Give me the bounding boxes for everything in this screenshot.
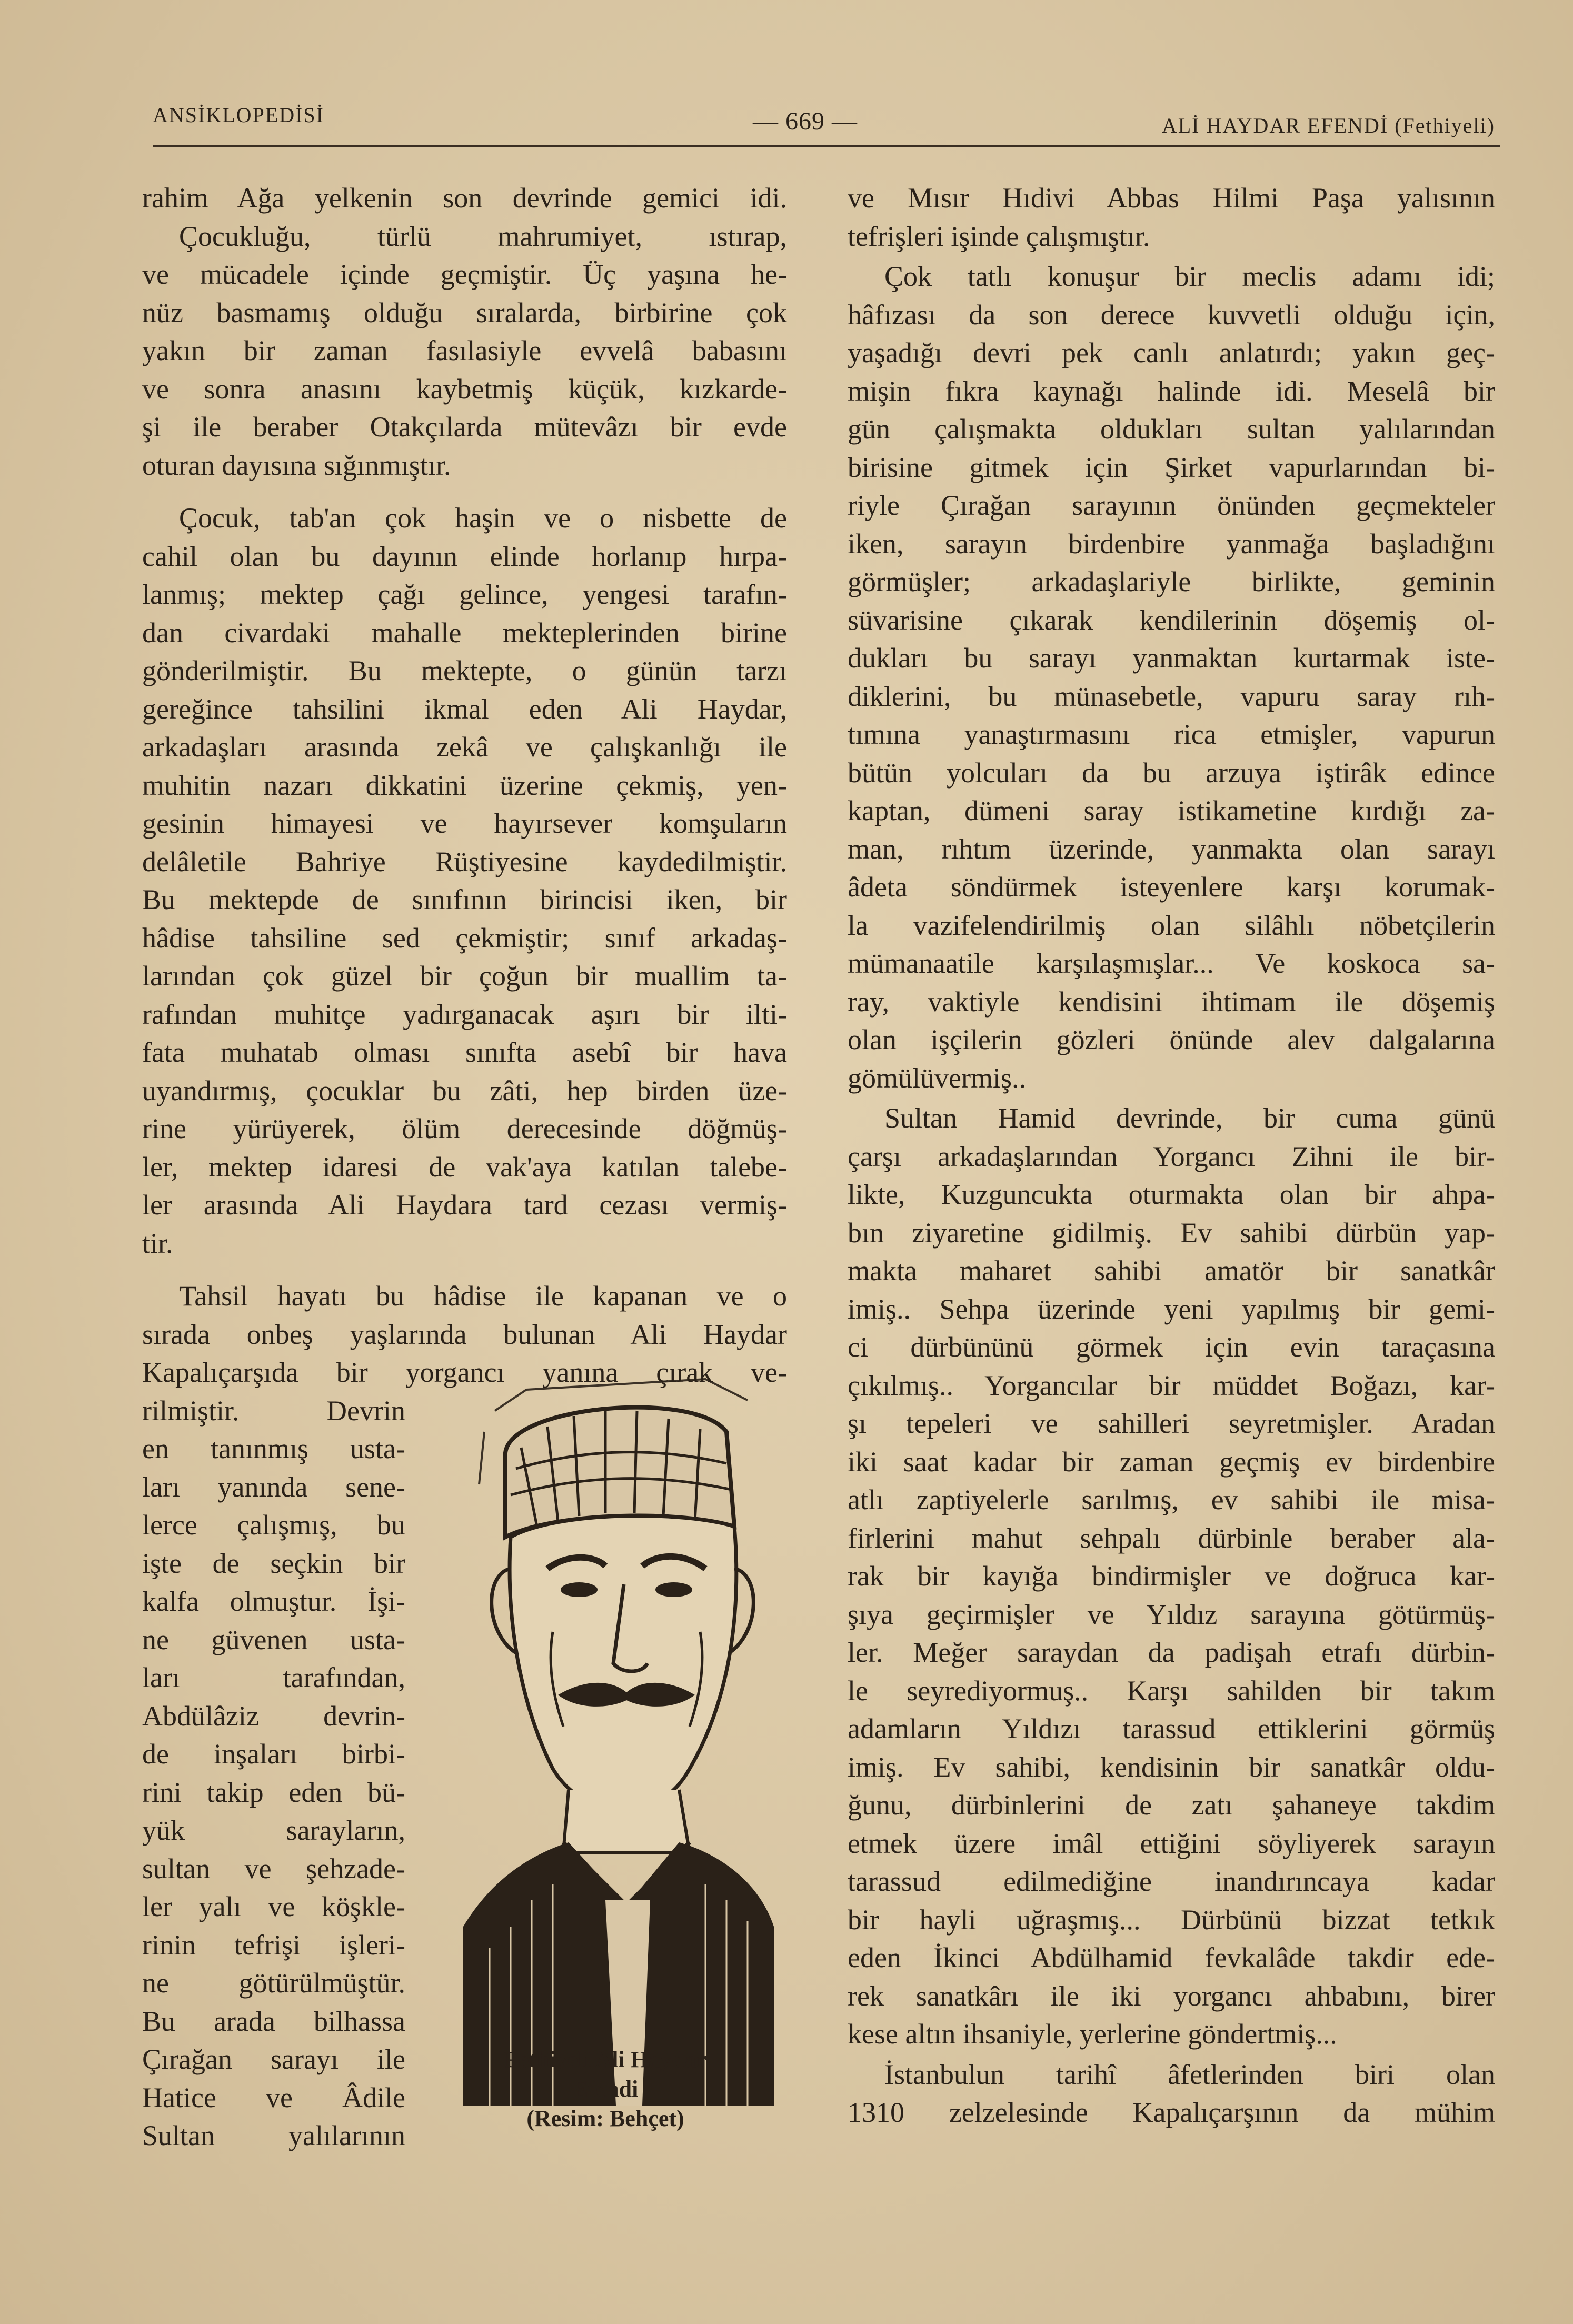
text-line: ğunu, dürbinlerini de zatı şahaneye takdim xyxy=(848,1789,1495,1821)
text-line: lanmış; mektep çağı gelince, yengesi tarafın- xyxy=(142,578,787,610)
text-line: rinin tefrişi işleri- xyxy=(142,1929,405,1961)
page-number: — 669 — xyxy=(753,107,858,135)
text-line: likte, Kuzguncukta oturmakta olan bir ahpa- xyxy=(848,1179,1495,1210)
text-line: tefrişleri işinde çalışmıştır. xyxy=(848,220,1150,252)
text-line: la vazifelendirilmiş olan silâhlı nöbetçilerin xyxy=(848,909,1495,941)
caption-line-1: Fethiyeli Ali Haydar xyxy=(504,2047,706,2072)
text-line: âdeta söndürmek isteyenlere karşı korumak- xyxy=(848,871,1495,903)
text-line: görmüşler; arkadaşlariyle birlikte, geminin xyxy=(848,566,1495,597)
text-line: diklerini, bu münasebetle, vapuru saray rıh- xyxy=(848,680,1495,712)
text-line: çıkılmış.. Yorgancılar bir müddet Boğazı, kar- xyxy=(848,1369,1495,1401)
text-line: hâfızası da son derece kuvvetli olduğu için, xyxy=(848,298,1495,331)
text-line: kalfa olmuştur. İşi- xyxy=(142,1585,405,1617)
text-line: ne götürülmüştür. xyxy=(142,1967,405,1999)
text-line: oturan dayısına sığınmıştır. xyxy=(142,449,451,481)
text-line: ne güvenen usta- xyxy=(142,1623,405,1655)
text-line: rine yürüyerek, ölüm derecesinde döğmüş- xyxy=(142,1113,787,1144)
text-line: rini takip eden bü- xyxy=(142,1776,405,1808)
text-line: bir hayli uğraşmış... Dürbünü bizzat tetkık xyxy=(848,1903,1495,1936)
text-line: arkadaşları arasında zekâ ve çalışkanlığı ile xyxy=(142,731,787,763)
text-line: gün çalışmakta oldukları sultan yalılarından xyxy=(848,413,1495,445)
text-line: gönderilmiştir. Bu mektepte, o günün tarzı xyxy=(142,655,787,686)
text-line: tarassud edilmediğine inandırıncaya kadar xyxy=(848,1866,1495,1897)
text-line: Sultan Hamid devrinde, bir cuma günü xyxy=(884,1102,1495,1134)
text-line: yük sarayların, xyxy=(142,1814,405,1846)
text-line: işte de seçkin bir xyxy=(142,1547,405,1579)
text-line: Bu mektepde de sınıfının birincisi iken, bir xyxy=(142,884,787,915)
text-line: çarşı arkadaşlarından Yorgancı Zihni ile bir- xyxy=(848,1140,1495,1172)
text-line: le seyrediyormuş.. Karşı sahilden bir takım xyxy=(848,1674,1495,1707)
text-line: olan işçilerin gözleri önünde alev dalgalarına xyxy=(848,1024,1495,1055)
text-line: rak bir kayığa bindirmişler ve doğruca kar- xyxy=(848,1560,1495,1592)
text-line: Çırağan sarayı ile xyxy=(142,2043,405,2075)
text-line: ci dürbününü görmek için evin taraçasına xyxy=(848,1331,1495,1363)
text-line: makta maharet sahibi amatör bir sanatkâr xyxy=(848,1255,1495,1286)
text-line: uyandırmış, çocuklar bu zâti, hep birden üze- xyxy=(142,1074,787,1106)
text-line: rek sanatkârı ile iki yorgancı ahbabını, birer xyxy=(848,1980,1495,2012)
portrait-caption xyxy=(442,2045,769,2133)
text-line: rafından muhitçe yadırganacak aşırı bir ilti- xyxy=(142,998,787,1030)
text-line: Çocuk, tab'an çok haşin ve o nisbette de xyxy=(179,502,787,534)
caption-line-3: (Resim: Behçet) xyxy=(526,2106,684,2131)
text-line: ler, mektep idaresi de vak'aya katılan talebe- xyxy=(142,1151,787,1183)
text-line: tir. xyxy=(142,1227,173,1259)
text-line: birisine gitmek için Şirket vapurlarından bi- xyxy=(848,451,1495,483)
text-line: Abdülâziz devrin- xyxy=(142,1700,405,1732)
text-line: Kapalıçarşıda bir yorgancı yanına çırak ve- xyxy=(142,1357,787,1388)
right-column xyxy=(848,179,1495,2132)
text-line: dan civardaki mahalle mekteplerinden birine xyxy=(142,616,787,649)
text-line: ları yanında sene- xyxy=(142,1471,405,1503)
text-line: gesinin himayesi ve hayırsever komşuların xyxy=(142,807,787,839)
text-line: süvarisine çıkarak kendilerinin döşemiş ol- xyxy=(848,604,1495,636)
text-line: lerce çalışmış, bu xyxy=(142,1509,405,1541)
text-line: Bu arada bilhassa xyxy=(142,2005,405,2037)
text-line: bın ziyaretine gidilmiş. Ev sahibi dürbün yap- xyxy=(848,1216,1495,1249)
portrait-illustration xyxy=(432,1369,779,2106)
text-line: sultan ve şehzade- xyxy=(142,1852,405,1884)
text-line: imiş.. Sehpa üzerinde yeni yapılmış bir gemi- xyxy=(848,1293,1495,1325)
text-line: ları tarafından, xyxy=(142,1662,405,1693)
text-line: adamların Yıldızı tarassud ettiklerini görmüş xyxy=(848,1713,1495,1744)
text-line: fata muhatab olması sınıfta asebî bir hava xyxy=(142,1036,787,1068)
running-header xyxy=(153,92,1495,139)
text-line: ler arasında Ali Haydara tard cezası vermiş- xyxy=(142,1189,787,1221)
text-line: riyle Çırağan sarayının önünden geçmekteler xyxy=(848,490,1495,521)
text-line: Hatice ve Âdile xyxy=(142,2081,405,2113)
text-line: şı tepeleri ve sahilleri seyretmişler. Aradan xyxy=(848,1408,1495,1439)
text-line: etmek üzere imâl ettiğini söyliyerek sarayın xyxy=(848,1827,1495,1859)
text-line: İstanbulun tarihî âfetlerinden biri olan xyxy=(884,2058,1495,2090)
text-line: bütün yolcuları da bu arzuya iştirâk edince xyxy=(848,756,1495,789)
text-line: ve sonra anasını kaybetmiş küçük, kızkarde- xyxy=(142,373,787,405)
text-line: yakın bir zaman fasılasiyle evvelâ babasını xyxy=(142,335,787,366)
text-line: rilmiştir. Devrin xyxy=(142,1394,405,1427)
text-line: atlı zaptiyelerle sarılmış, ev sahibi ile misa- xyxy=(848,1484,1495,1515)
paragraph-gap xyxy=(142,484,787,499)
text-line: iken, sarayın birdenbire yanmağa başladığını xyxy=(848,527,1495,560)
text-line: hâdise tahsiline sed çekmiştir; sınıf arkadaş- xyxy=(142,922,787,954)
text-line: delâletile Bahriye Rüştiyesine kaydedilmiştir. xyxy=(142,845,787,877)
text-line: şi ile beraber Otakçılarda mütevâzı bir evde xyxy=(142,411,787,443)
text-line: muhitin nazarı dikkatini üzerine çekmiş, yen- xyxy=(142,769,787,801)
header-right: ALİ HAYDAR EFENDİ (Fethiyeli) xyxy=(1161,114,1495,137)
text-line: de inşaları birbi- xyxy=(142,1738,405,1770)
text-line: firlerini mahut sehpalı dürbinle beraber ala- xyxy=(848,1522,1495,1554)
header-left: ANSİKLOPEDİSİ xyxy=(153,103,324,127)
text-line: rahim Ağa yelkenin son devrinde gemici idi. xyxy=(142,182,787,214)
caption-line-2: Efendi xyxy=(572,2076,639,2102)
text-line: man, rıhtım üzerinde, yanmakta olan sarayı xyxy=(848,833,1495,865)
text-line: en tanınmış usta- xyxy=(142,1433,405,1464)
text-line: ler. Meğer saraydan da padişah etrafı dürbin- xyxy=(848,1637,1495,1668)
text-line: kaptan, dümeni saray istikametine kırdığı za- xyxy=(848,795,1495,826)
text-line: imiş. Ev sahibi, kendisinin bir sanatkâr oldu- xyxy=(848,1751,1495,1783)
text-line: Tahsil hayatı bu hâdise ile kapanan ve o xyxy=(179,1280,787,1312)
text-line: larından çok güzel bir çoğun bir muallim ta- xyxy=(142,960,787,992)
text-line: ler yalı ve köşkle- xyxy=(142,1891,405,1922)
text-line: şıya geçirmişler ve Yıldız sarayına götürmüş- xyxy=(848,1598,1495,1630)
text-line: cahil olan bu dayının elinde horlanıp hırpa- xyxy=(142,540,787,572)
text-line: ve mücadele içinde geçmiştir. Üç yaşına he- xyxy=(142,258,787,290)
text-line: kese altın ihsaniyle, yerlerine göndertmiş... xyxy=(848,2018,1337,2050)
text-line: Sultan yalılarının xyxy=(142,2120,405,2151)
text-line: ve Mısır Hıdivi Abbas Hilmi Paşa yalısının xyxy=(848,182,1495,214)
text-line: mümanaatile karşılaşmışlar... Ve koskoca sa- xyxy=(848,947,1495,979)
text-line: ray, vaktiyle kendisini ihtimam ile döşemiş xyxy=(848,985,1495,1018)
header-rule xyxy=(153,145,1500,147)
paragraph-gap xyxy=(142,1262,787,1277)
text-line: yaşadığı devri pek canlı anlatırdı; yakın geç- xyxy=(848,337,1495,368)
text-line: 1310 zelzelesinde Kapalıçarşının da mühim xyxy=(848,2097,1495,2128)
text-line: nüz basmamış olduğu sıralarda, birbirine çok xyxy=(142,296,787,328)
text-line: Çocukluğu, türlü mahrumiyet, ıstırap, xyxy=(179,220,787,252)
text-line: tımına yanaştırmasını rica etmişler, vapurun xyxy=(848,719,1495,750)
text-line: dukları bu sarayı yanmaktan kurtarmak iste- xyxy=(848,642,1495,674)
text-line: mişin fıkra kaynağı halinde idi. Meselâ bir xyxy=(848,375,1495,407)
text-line: gömülüvermiş.. xyxy=(848,1062,1026,1094)
text-line: iki saat kadar bir zaman geçmiş ev birdenbire xyxy=(848,1445,1495,1478)
text-line: eden İkinci Abdülhamid fevkalâde takdir ede- xyxy=(848,1942,1495,1973)
text-line: gereğince tahsilini ikmal eden Ali Haydar, xyxy=(142,693,787,725)
text-line: Çok tatlı konuşur bir meclis adamı idi; xyxy=(884,261,1495,292)
text-line: sırada onbeş yaşlarında bulunan Ali Haydar xyxy=(142,1318,787,1350)
